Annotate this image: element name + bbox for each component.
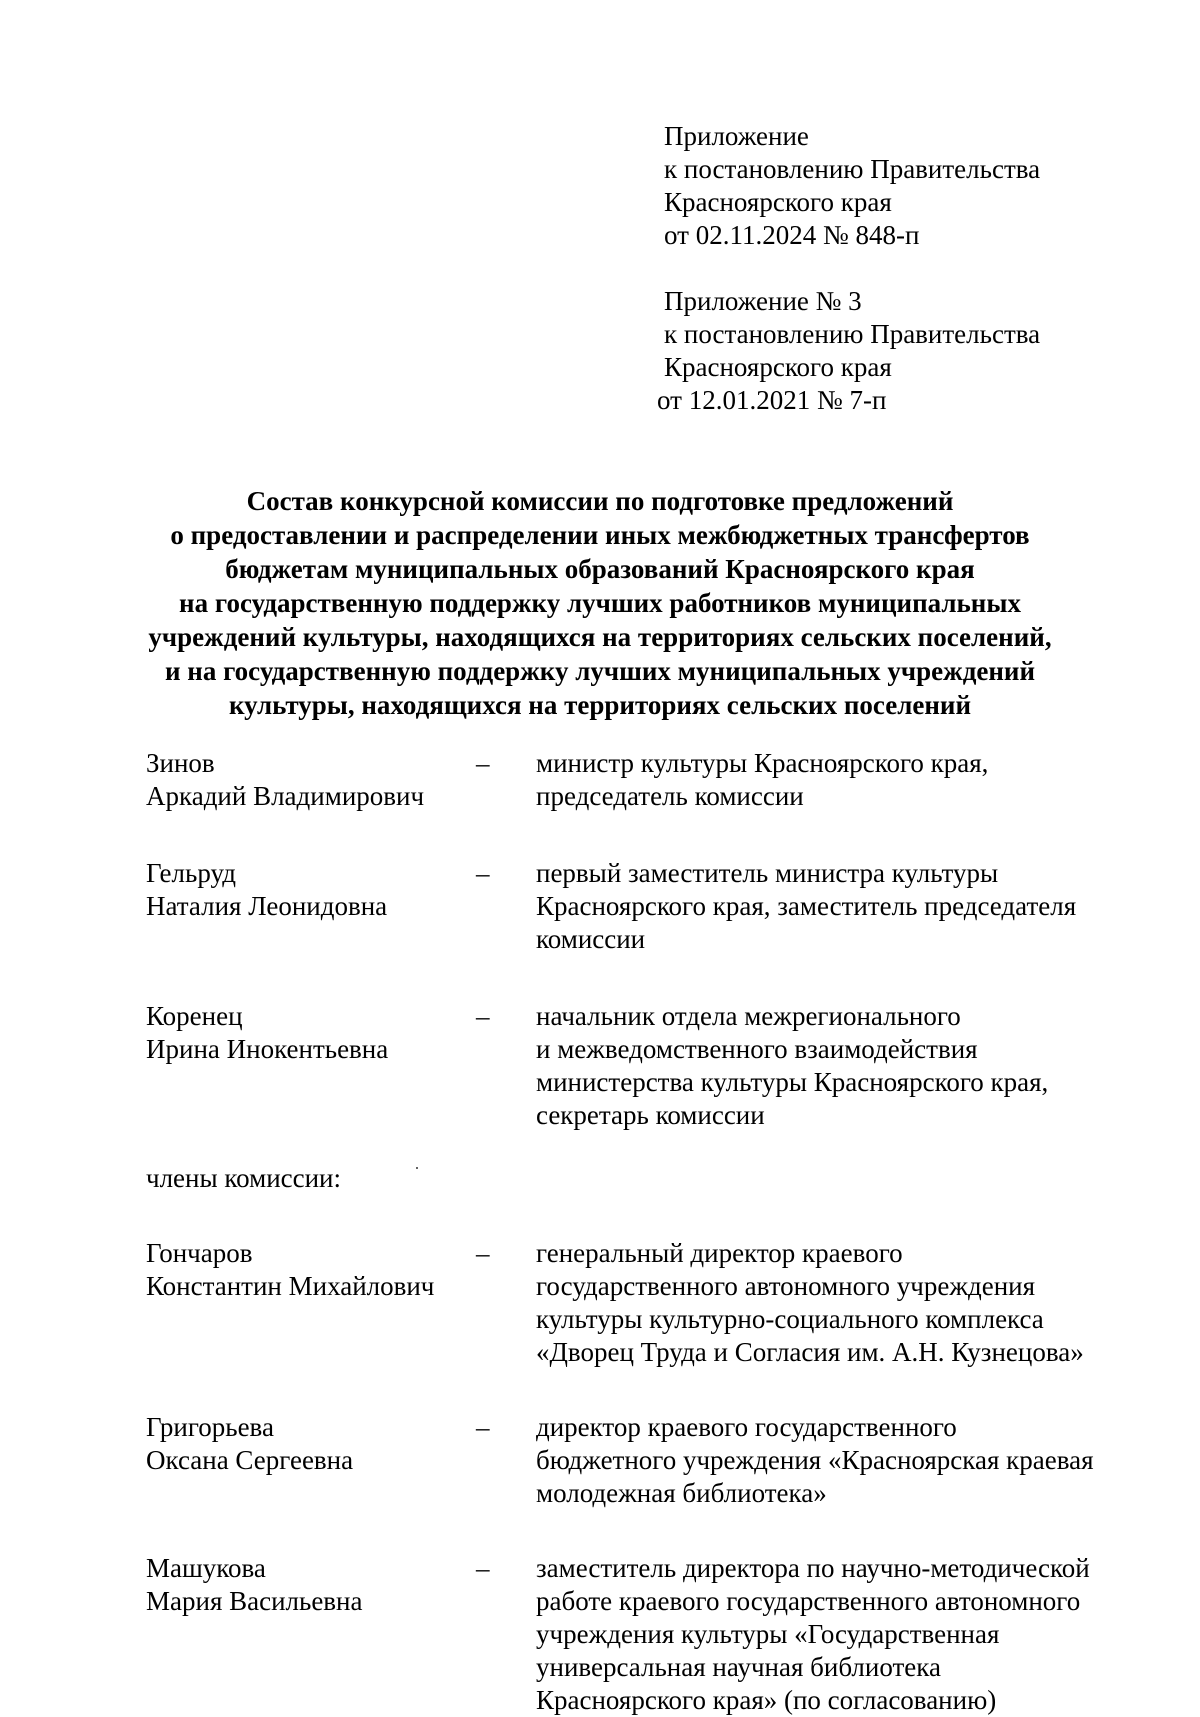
- appendix-current-line: к постановлению Правительства: [664, 154, 1041, 184]
- member-entry: [146, 747, 1146, 813]
- role-line: заместитель директора по научно-методической: [536, 1553, 1090, 1583]
- member-entry: [146, 1552, 1146, 1717]
- member-surname: Гончаров: [146, 1238, 253, 1268]
- separator-dash: –: [476, 1001, 490, 1031]
- separator-dash: –: [476, 1553, 490, 1583]
- document-title: [80, 484, 1120, 722]
- title-line: о предоставлении и распределении иных межбюджетных трансфертов: [170, 520, 1030, 550]
- role-line: учреждения культуры «Государственная: [536, 1619, 1000, 1649]
- role-line: Красноярского края, заместитель председателя: [536, 891, 1077, 921]
- member-entry: [146, 1237, 1146, 1369]
- role-line: директор краевого государственного: [536, 1412, 957, 1442]
- role-line: комиссии: [536, 924, 646, 954]
- member-surname: Машукова: [146, 1553, 266, 1583]
- member-surname: Гельруд: [146, 858, 237, 888]
- member-given-name: Аркадий Владимирович: [146, 781, 425, 811]
- role-line: председатель комиссии: [536, 781, 804, 811]
- member-surname: Коренец: [146, 1001, 243, 1031]
- appendix-previous-block: [657, 285, 1041, 417]
- separator-dash: –: [476, 748, 490, 778]
- role-line: первый заместитель министра культуры: [536, 858, 999, 888]
- appendix-previous-line: к постановлению Правительства: [664, 319, 1041, 349]
- member-role: [536, 1000, 1146, 1132]
- role-line: Красноярского края» (по согласованию): [536, 1685, 997, 1715]
- members-heading: члены комиссии:: [146, 1163, 342, 1193]
- appendix-current-line: Красноярского края: [664, 187, 892, 217]
- appendix-current-block: [664, 120, 1040, 252]
- separator-dash: –: [476, 1238, 490, 1268]
- member-given-name: Наталия Леонидовна: [146, 891, 388, 921]
- role-line: культуры культурно-социального комплекса: [536, 1304, 1044, 1334]
- role-line: бюджетного учреждения «Красноярская краевая: [536, 1445, 1094, 1475]
- member-entry: [146, 1411, 1146, 1510]
- member-given-name: Оксана Сергеевна: [146, 1445, 354, 1475]
- member-name: [146, 1000, 476, 1066]
- member-name: [146, 857, 476, 923]
- member-role: [536, 1552, 1146, 1717]
- member-name: [146, 1552, 476, 1618]
- separator-dash: –: [476, 858, 490, 888]
- role-line: генеральный директор краевого: [536, 1238, 903, 1268]
- role-line: министр культуры Красноярского края,: [536, 748, 989, 778]
- title-line: культуры, находящихся на территориях сельских поселений: [228, 690, 972, 720]
- member-surname: Григорьева: [146, 1412, 274, 1442]
- role-line: «Дворец Труда и Согласия им. А.Н. Кузнецова»: [536, 1337, 1084, 1367]
- title-line: на государственную поддержку лучших работников муниципальных: [179, 588, 1021, 618]
- member-name: [146, 747, 476, 813]
- member-given-name: Константин Михайлович: [146, 1271, 435, 1301]
- role-line: и межведомственного взаимодействия: [536, 1034, 978, 1064]
- appendix-current-line: от 02.11.2024 № 848-п: [664, 220, 920, 250]
- member-surname: Зинов: [146, 748, 215, 778]
- title-line: и на государственную поддержку лучших муниципальных учреждений: [164, 656, 1036, 686]
- appendix-current-line: Приложение: [664, 121, 809, 151]
- role-line: работе краевого государственного автономного: [536, 1586, 1081, 1616]
- scan-speck: [416, 1167, 418, 1169]
- commission-members-list: [146, 747, 1146, 1717]
- member-role: [536, 1411, 1146, 1510]
- title-line: Состав конкурсной комиссии по подготовке предложений: [246, 486, 954, 516]
- appendix-previous-line: Приложение № 3: [664, 286, 862, 316]
- member-role: [536, 747, 1146, 813]
- title-line: бюджетам муниципальных образований Красноярского края: [225, 554, 975, 584]
- member-entry: [146, 857, 1146, 956]
- appendix-previous-line: Красноярского края: [664, 352, 892, 382]
- separator-dash: –: [476, 1412, 490, 1442]
- role-line: государственного автономного учреждения: [536, 1271, 1036, 1301]
- role-line: универсальная научная библиотека: [536, 1652, 941, 1682]
- member-role: [536, 857, 1146, 956]
- member-role: [536, 1237, 1146, 1369]
- role-line: молодежная библиотека»: [536, 1478, 827, 1508]
- appendix-previous-line: от 12.01.2021 № 7-п: [657, 385, 887, 415]
- title-line: учреждений культуры, находящихся на территориях сельских поселений,: [148, 622, 1052, 652]
- member-name: [146, 1411, 476, 1477]
- member-entry: [146, 1000, 1146, 1132]
- member-given-name: Мария Васильевна: [146, 1586, 363, 1616]
- role-line: начальник отдела межрегионального: [536, 1001, 961, 1031]
- member-name: [146, 1237, 476, 1303]
- role-line: министерства культуры Красноярского края,: [536, 1067, 1049, 1097]
- role-line: секретарь комиссии: [536, 1100, 765, 1130]
- member-given-name: Ирина Инокентьевна: [146, 1034, 389, 1064]
